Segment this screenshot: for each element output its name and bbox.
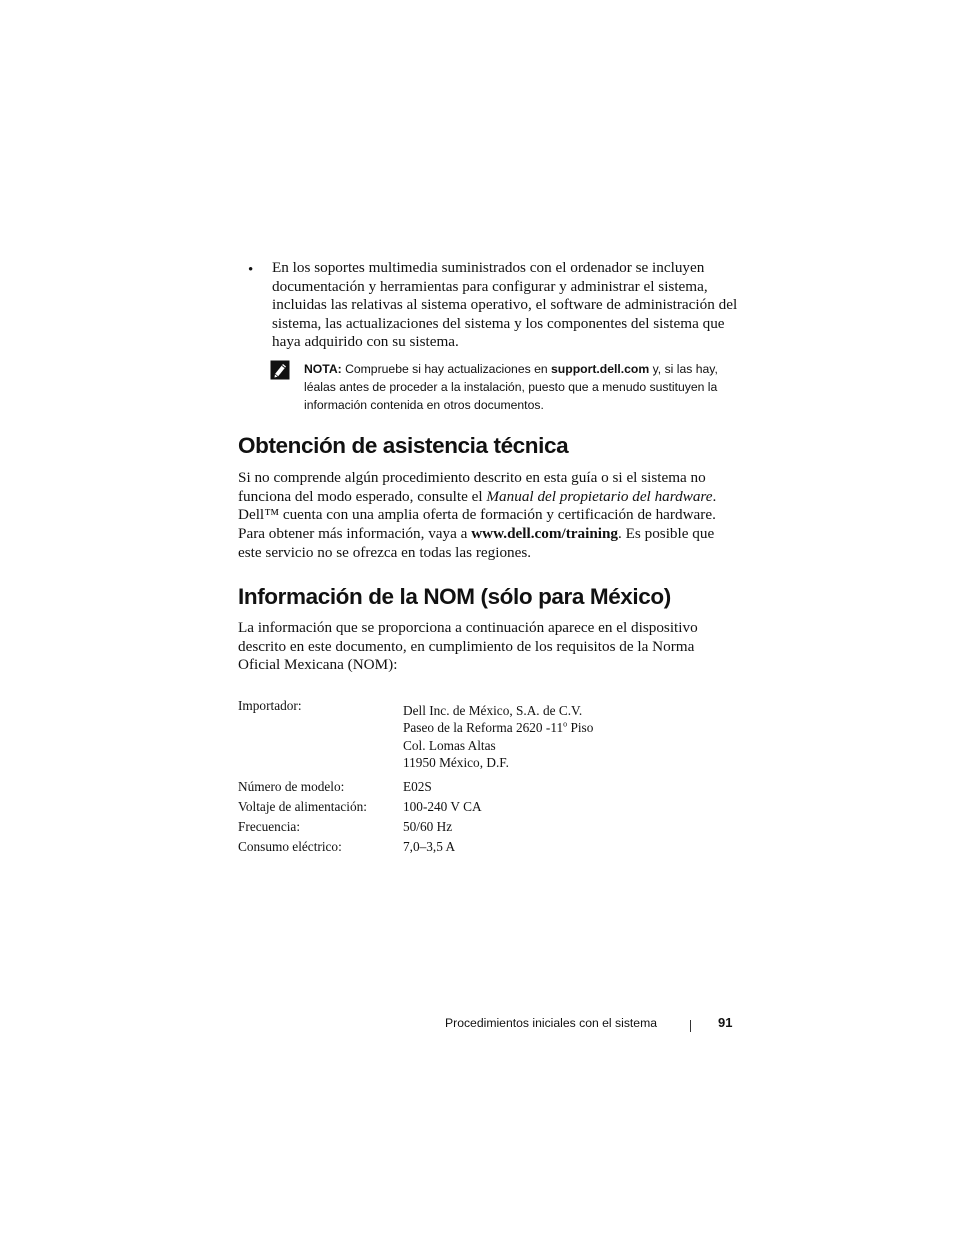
note-text-before: Compruebe si hay actualizaciones en — [341, 362, 552, 376]
bullet-paragraph: En los soportes multimedia suministrados con el ordenador se incluyen documentación y herramientas para configurar y administrar el sistema, incluidas las relativas al sistema operativo, el software de administración del sistema, las actualizaciones del sistema y los componentes del sistema que haya adquirido con su sistema. — [272, 259, 738, 351]
para-text-middle: . Dell™ cuenta con una amplia oferta de formación y certificación de hardware. Para obtener más información, vaya a — [238, 487, 717, 543]
para-text-after: . Es posible que este servicio no se ofrezca en todas las regiones. — [238, 525, 715, 561]
importer-line-1: Dell Inc. de México, S.A. de C.V. — [403, 703, 583, 718]
importer-label: Importador: — [238, 698, 302, 713]
bullet-marker: • — [248, 262, 254, 278]
training-link[interactable]: www.dell.com/training — [471, 525, 619, 543]
table-cell-value: 7,0–3,5 A — [403, 839, 456, 854]
importer-line-4: 11950 México, D.F. — [403, 755, 509, 771]
footer-divider — [690, 1020, 691, 1032]
note-label: NOTA: — [304, 362, 342, 376]
importer-line-3: Col. Lomas Altas — [403, 737, 496, 753]
support-link[interactable]: support.dell.com — [551, 362, 650, 376]
pencil-note-icon — [270, 360, 290, 380]
nom-paragraph: La información que se proporciona a continuación aparece en el dispositivo descrito en este documento, en cumplimiento de los requisitos de la Norma Oficial Mexicana (NOM): — [238, 619, 698, 674]
note-text — [304, 360, 744, 414]
table-cell-label: Voltaje de alimentación: — [238, 799, 367, 814]
hardware-manual-title: Manual del propietario del hardware — [486, 487, 713, 505]
note-text-after: y, si las hay, léalas antes de proceder a la instalación, puesto que a menudo sustituyen la información contenida en otros documentos. — [304, 362, 718, 412]
table-cell-label: Frecuencia: — [238, 819, 301, 834]
table-cell-value: E02S — [403, 779, 432, 794]
para-text-before: Si no comprende algún procedimiento descrito en esta guía o si el sistema no funciona del modo esperado, consulte el — [238, 469, 706, 505]
footer-section-title: Procedimientos iniciales con el sistema — [445, 1016, 658, 1030]
heading-nom-information: Información de la NOM (sólo para México) — [238, 584, 671, 609]
table-cell-label: Número de modelo: — [238, 779, 345, 794]
table-cell-value: 100-240 V CA — [403, 799, 482, 814]
page-number: 91 — [718, 1015, 733, 1030]
importer-line-2: Paseo de la Reforma 2620 -11$^o$ Piso — [403, 719, 594, 736]
technical-assistance-paragraph — [238, 469, 738, 563]
heading-technical-assistance: Obtención de asistencia técnica — [238, 433, 569, 458]
table-cell-label: Consumo eléctrico: — [238, 839, 342, 854]
table-cell-value: 50/60 Hz — [403, 819, 453, 834]
